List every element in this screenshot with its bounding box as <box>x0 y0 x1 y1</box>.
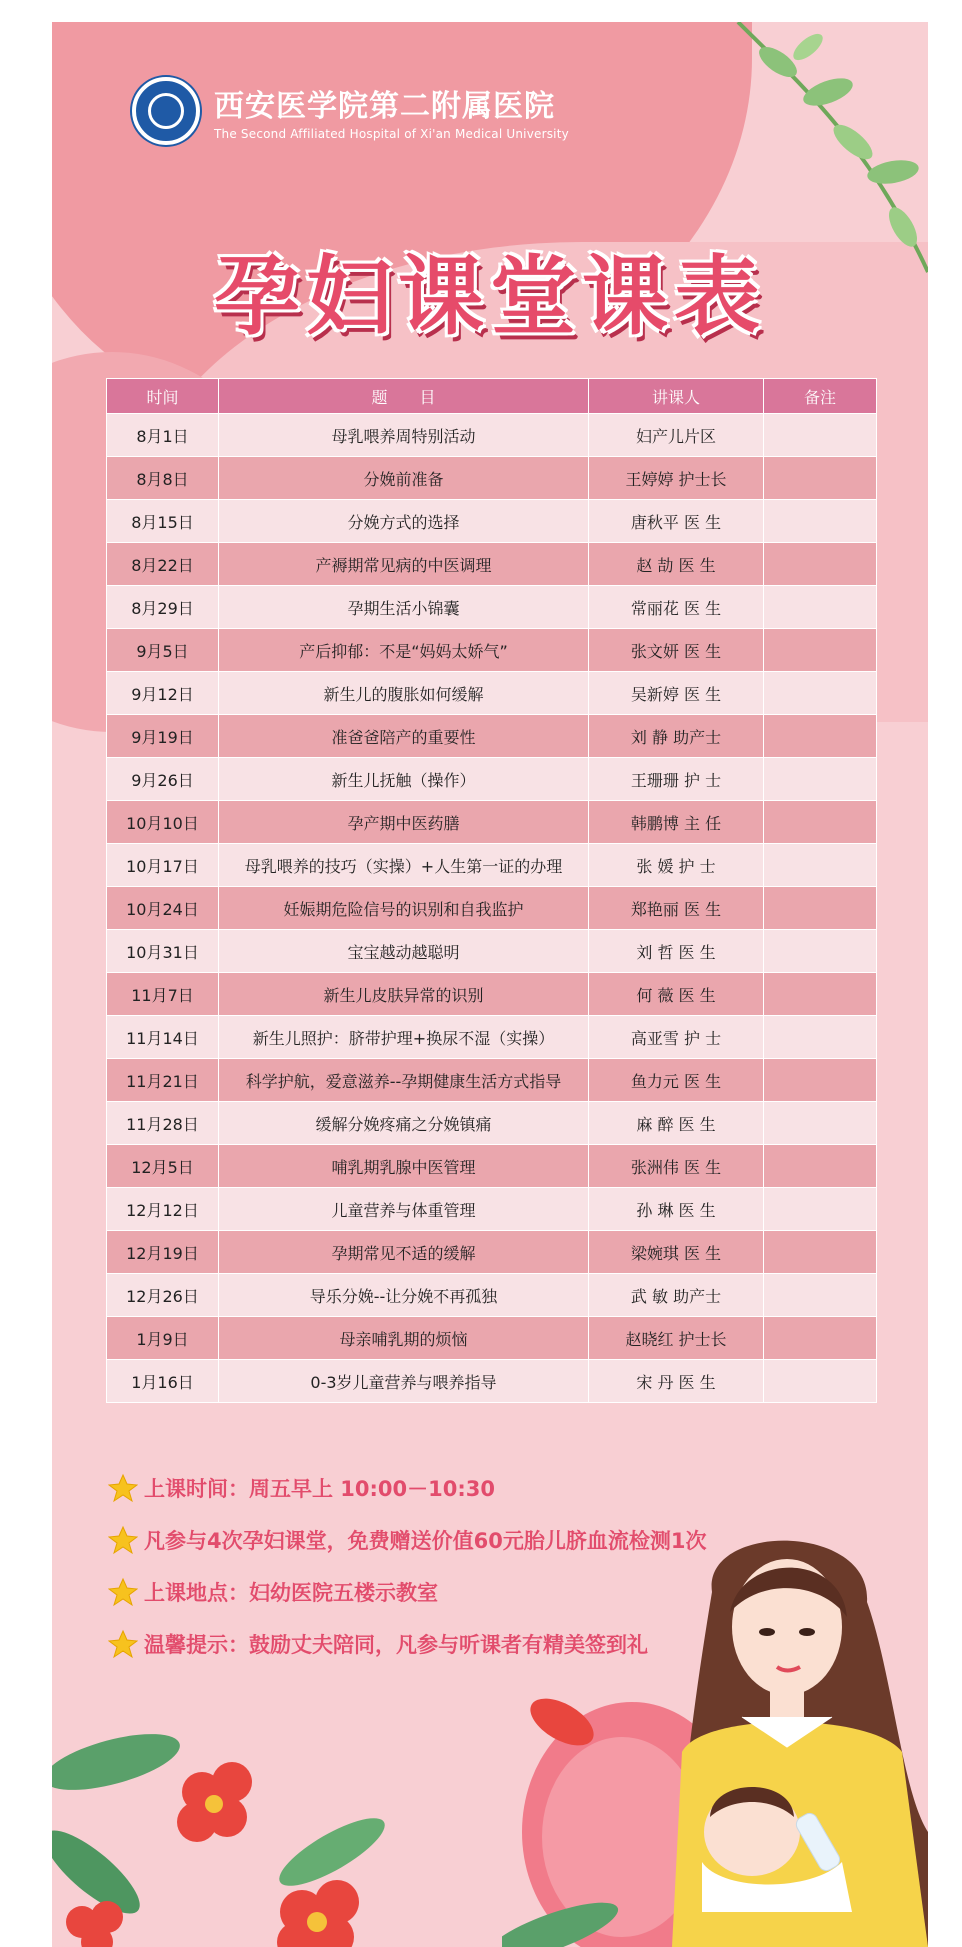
cell-speaker: 赵 劼 医 生 <box>589 543 764 586</box>
star-icon <box>108 1473 138 1503</box>
cell-speaker: 王珊珊 护 士 <box>589 758 764 801</box>
cell-topic: 孕产期中医药膳 <box>219 801 589 844</box>
cell-note <box>764 1317 877 1360</box>
cell-note <box>764 414 877 457</box>
cell-date: 11月14日 <box>107 1016 219 1059</box>
table-row <box>107 672 877 715</box>
schedule-body <box>107 414 877 1403</box>
cell-topic: 新生儿皮肤异常的识别 <box>219 973 589 1016</box>
hospital-name-cn: 西安医学院第二附属医院 <box>214 89 555 124</box>
cell-note <box>764 1188 877 1231</box>
mother-baby-illustration <box>642 1532 928 1947</box>
cell-date: 10月10日 <box>107 801 219 844</box>
cell-speaker: 吴新婷 医 生 <box>589 672 764 715</box>
cell-note <box>764 844 877 887</box>
hospital-logo-icon <box>132 77 200 145</box>
cell-note <box>764 457 877 500</box>
note-text: 上课时间：周五早上 10:00－10:30 <box>144 1477 496 1501</box>
note-gift <box>108 1514 706 1566</box>
cell-note <box>764 1102 877 1145</box>
cell-topic: 0-3岁儿童营养与喂养指导 <box>219 1360 589 1403</box>
page-title: 孕妇课堂课表 <box>214 247 766 347</box>
table-row <box>107 844 877 887</box>
cell-speaker: 韩鹏博 主 任 <box>589 801 764 844</box>
table-row <box>107 1360 877 1403</box>
cell-date: 11月7日 <box>107 973 219 1016</box>
cell-topic: 缓解分娩疼痛之分娩镇痛 <box>219 1102 589 1145</box>
table-row <box>107 500 877 543</box>
cell-topic: 妊娠期危险信号的识别和自我监护 <box>219 887 589 930</box>
cell-speaker: 赵晓红 护士长 <box>589 1317 764 1360</box>
cell-note <box>764 1059 877 1102</box>
cell-note <box>764 715 877 758</box>
table-header-row <box>107 379 877 414</box>
cell-speaker: 妇产儿片区 <box>589 414 764 457</box>
cell-note <box>764 629 877 672</box>
schedule-table <box>106 378 877 1403</box>
table-row <box>107 1188 877 1231</box>
column-header-note: 备注 <box>764 379 877 414</box>
cell-topic: 孕期常见不适的缓解 <box>219 1231 589 1274</box>
cell-date: 9月26日 <box>107 758 219 801</box>
table-row <box>107 1317 877 1360</box>
note-text: 温馨提示：鼓励丈夫陪同，凡参与听课者有精美签到礼 <box>144 1633 648 1657</box>
table-row <box>107 1016 877 1059</box>
cell-date: 12月12日 <box>107 1188 219 1231</box>
cell-speaker: 刘 静 助产士 <box>589 715 764 758</box>
cell-note <box>764 543 877 586</box>
cell-date: 10月31日 <box>107 930 219 973</box>
cell-speaker: 常丽花 医 生 <box>589 586 764 629</box>
cell-topic: 儿童营养与体重管理 <box>219 1188 589 1231</box>
cell-speaker: 麻 醉 医 生 <box>589 1102 764 1145</box>
hospital-header <box>132 77 569 145</box>
cell-speaker: 梁婉琪 医 生 <box>589 1231 764 1274</box>
table-row <box>107 1231 877 1274</box>
cell-topic: 科学护航，爱意滋养--孕期健康生活方式指导 <box>219 1059 589 1102</box>
table-row <box>107 930 877 973</box>
cell-date: 8月29日 <box>107 586 219 629</box>
cell-date: 8月22日 <box>107 543 219 586</box>
cell-speaker: 何 薇 医 生 <box>589 973 764 1016</box>
cell-topic: 准爸爸陪产的重要性 <box>219 715 589 758</box>
cell-note <box>764 1145 877 1188</box>
notes-list <box>108 1462 706 1670</box>
column-header-speaker: 讲课人 <box>589 379 764 414</box>
cell-date: 10月17日 <box>107 844 219 887</box>
cell-date: 1月9日 <box>107 1317 219 1360</box>
cell-speaker: 张洲伟 医 生 <box>589 1145 764 1188</box>
flower-illustration <box>52 1722 412 1947</box>
table-row <box>107 543 877 586</box>
cell-speaker: 高亚雪 护 士 <box>589 1016 764 1059</box>
cell-date: 9月5日 <box>107 629 219 672</box>
cell-speaker: 刘 哲 医 生 <box>589 930 764 973</box>
cell-topic: 新生儿照护：脐带护理+换尿不湿（实操） <box>219 1016 589 1059</box>
cell-date: 9月12日 <box>107 672 219 715</box>
note-class-time <box>108 1462 706 1514</box>
cell-note <box>764 930 877 973</box>
cell-topic: 哺乳期乳腺中医管理 <box>219 1145 589 1188</box>
cell-speaker: 宋 丹 医 生 <box>589 1360 764 1403</box>
cell-note <box>764 1016 877 1059</box>
cell-topic: 分娩前准备 <box>219 457 589 500</box>
column-header-date: 时间 <box>107 379 219 414</box>
table-row <box>107 629 877 672</box>
cell-date: 9月19日 <box>107 715 219 758</box>
cell-note <box>764 500 877 543</box>
star-icon <box>108 1577 138 1607</box>
cell-speaker: 王婷婷 护士长 <box>589 457 764 500</box>
table-row <box>107 1102 877 1145</box>
cell-date: 1月16日 <box>107 1360 219 1403</box>
table-row <box>107 457 877 500</box>
cell-topic: 新生儿抚触（操作） <box>219 758 589 801</box>
cell-date: 8月1日 <box>107 414 219 457</box>
cell-topic: 产后抑郁：不是“妈妈太娇气” <box>219 629 589 672</box>
cell-speaker: 张文妍 医 生 <box>589 629 764 672</box>
table-row <box>107 973 877 1016</box>
table-row <box>107 1145 877 1188</box>
cell-speaker: 武 敏 助产士 <box>589 1274 764 1317</box>
note-location <box>108 1566 706 1618</box>
cell-date: 11月21日 <box>107 1059 219 1102</box>
cell-note <box>764 586 877 629</box>
table-row <box>107 1059 877 1102</box>
table-row <box>107 715 877 758</box>
note-text: 上课地点：妇幼医院五楼示教室 <box>144 1581 438 1605</box>
cell-date: 11月28日 <box>107 1102 219 1145</box>
star-icon <box>108 1525 138 1555</box>
cell-note <box>764 1274 877 1317</box>
cell-note <box>764 801 877 844</box>
cell-note <box>764 758 877 801</box>
cell-topic: 母亲哺乳期的烦恼 <box>219 1317 589 1360</box>
cell-topic: 宝宝越动越聪明 <box>219 930 589 973</box>
cell-topic: 分娩方式的选择 <box>219 500 589 543</box>
cell-speaker: 张 媛 护 士 <box>589 844 764 887</box>
cell-topic: 导乐分娩--让分娩不再孤独 <box>219 1274 589 1317</box>
cell-note <box>764 1231 877 1274</box>
cell-speaker: 孙 琳 医 生 <box>589 1188 764 1231</box>
column-header-topic: 题 目 <box>219 379 589 414</box>
cell-date: 12月19日 <box>107 1231 219 1274</box>
cell-note <box>764 1360 877 1403</box>
cell-note <box>764 887 877 930</box>
cell-topic: 母乳喂养的技巧（实操）+人生第一证的办理 <box>219 844 589 887</box>
cell-topic: 母乳喂养周特别活动 <box>219 414 589 457</box>
cell-date: 10月24日 <box>107 887 219 930</box>
table-row <box>107 414 877 457</box>
poster <box>52 22 928 1947</box>
cell-date: 8月8日 <box>107 457 219 500</box>
cell-speaker: 鱼力元 医 生 <box>589 1059 764 1102</box>
cell-date: 8月15日 <box>107 500 219 543</box>
table-row <box>107 586 877 629</box>
cell-speaker: 郑艳丽 医 生 <box>589 887 764 930</box>
table-row <box>107 887 877 930</box>
star-icon <box>108 1629 138 1659</box>
cell-topic: 产褥期常见病的中医调理 <box>219 543 589 586</box>
table-row <box>107 1274 877 1317</box>
cell-date: 12月26日 <box>107 1274 219 1317</box>
note-text: 凡参与4次孕妇课堂，免费赠送价值60元胎儿脐血流检测1次 <box>144 1529 707 1553</box>
cell-speaker: 唐秋平 医 生 <box>589 500 764 543</box>
cell-note <box>764 973 877 1016</box>
cell-note <box>764 672 877 715</box>
cell-topic: 新生儿的腹胀如何缓解 <box>219 672 589 715</box>
cell-date: 12月5日 <box>107 1145 219 1188</box>
table-row <box>107 758 877 801</box>
table-row <box>107 801 877 844</box>
hospital-name-en: The Second Affiliated Hospital of Xi'an Medical University <box>214 127 569 141</box>
cell-topic: 孕期生活小锦囊 <box>219 586 589 629</box>
